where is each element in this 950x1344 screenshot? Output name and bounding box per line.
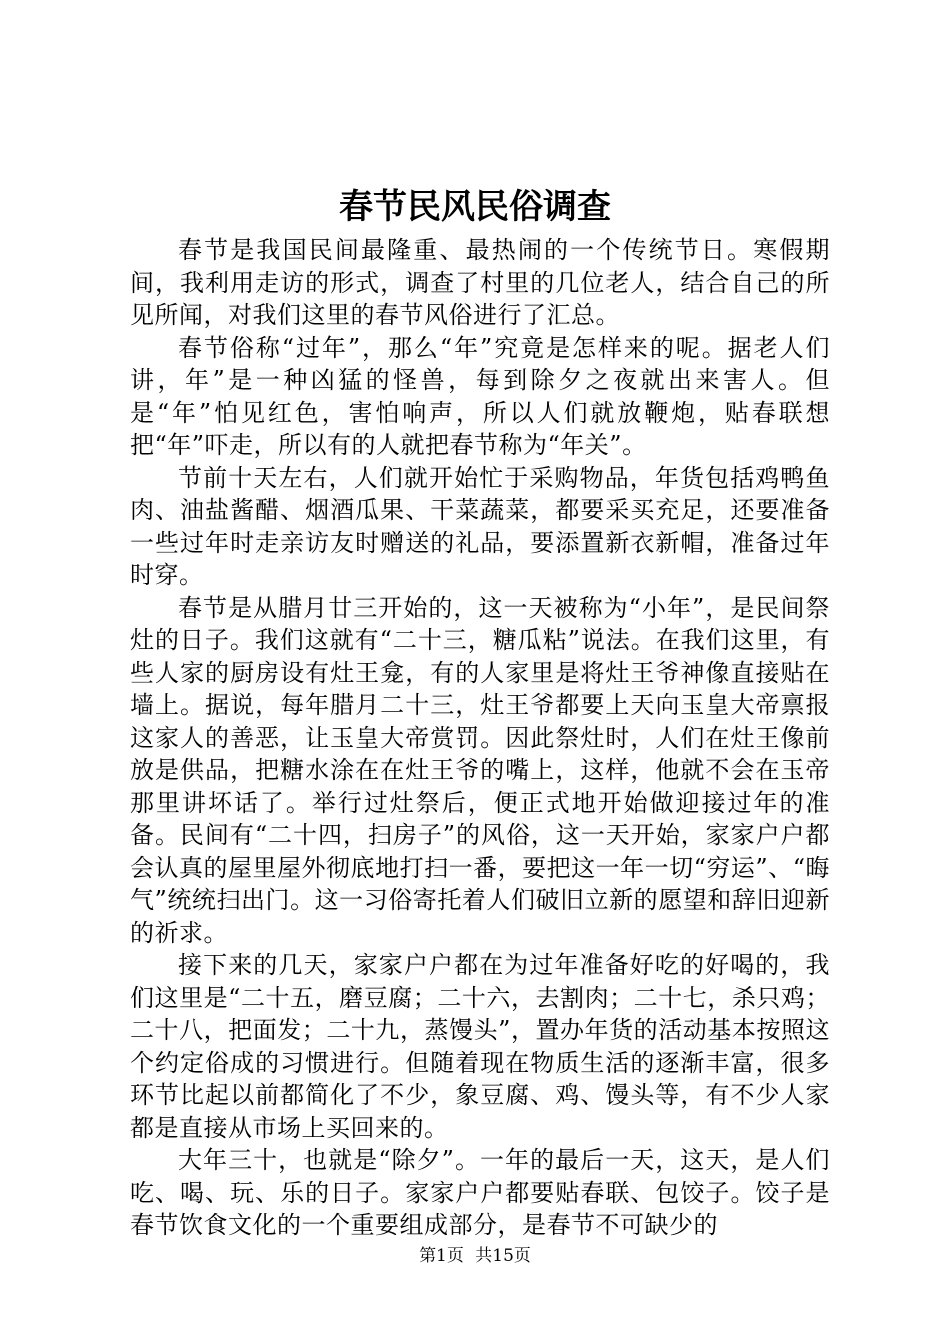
page-footer <box>0 1244 950 1268</box>
document-body <box>130 234 830 1242</box>
paragraph-kitchen-god: 春节是从腊月廿三开始的，这一天被称为“小年”，是民间祭灶的日子。我们这就有“二十三，糖瓜粘”说法。在我们这里，有些人家的厨房设有灶王龛，有的人家里是将灶王爷神像直接贴在墙上。据说，每年腊月二十三，灶王爷都要上天向玉皇大帝禀报这家人的善恶，让玉皇大帝赏罚。因此祭灶时，人们在灶王像前放是供品，把糖水涂在在灶王爷的嘴上，这样，他就不会在玉帝那里讲坏话了。举行过灶祭后，便正式地开始做迎接过年的准备。民间有“二十四，扫房子”的风俗，这一天开始，家家户户都会认真的屋里屋外彻底地打扫一番，要把这一年一切“穷运”、“晦气”统统扫出门。这一习俗寄托着人们破旧立新的愿望和辞旧迎新的祈求。 <box>130 593 830 947</box>
page-total: 共15页 <box>475 1246 531 1266</box>
paragraph-nian-legend: 春节俗称“过年”，那么“年”究竟是怎样来的呢。据老人们讲，年”是一种凶猛的怪兽，每到除夕之夜就出来害人。但是“年”怕见红色，害怕响声，所以人们就放鞭炮，贴春联想把“年”吓走，所以有的人就把春节称为“年关”。 <box>130 333 830 459</box>
page-number: 第1页 <box>419 1246 464 1266</box>
paragraph-shopping: 节前十天左右，人们就开始忙于采购物品，年货包括鸡鸭鱼肉、油盐酱醋、烟酒瓜果、干菜蔬菜，都要采买充足，还要准备一些过年时走亲访友时赠送的礼品，要添置新衣新帽，准备过年时穿。 <box>130 463 830 589</box>
paragraph-preparations: 接下来的几天，家家户户都在为过年准备好吃的好喝的，我们这里是“二十五，磨豆腐；二十六，去割肉；二十七，杀只鸡；二十八，把面发；二十九，蒸馒头”，置办年货的活动基本按照这个约定俗成的习惯进行。但随着现在物质生活的逐渐丰富，很多环节比起以前都简化了不少，象豆腐、鸡、馒头等，有不少人家都是直接从市场上买回来的。 <box>130 951 830 1142</box>
document-title: 春节民风民俗调查 <box>339 187 611 227</box>
paragraph-intro: 春节是我国民间最隆重、最热闹的一个传统节日。寒假期间，我利用走访的形式，调查了村里的几位老人，结合自己的所见所闻，对我们这里的春节风俗进行了汇总。 <box>130 236 830 329</box>
paragraph-new-years-eve: 大年三十，也就是“除夕”。一年的最后一天，这天，是人们吃、喝、玩、乐的日子。家家户户都要贴春联、包饺子。饺子是春节饮食文化的一个重要组成部分，是春节不可缺少的 <box>130 1146 830 1239</box>
